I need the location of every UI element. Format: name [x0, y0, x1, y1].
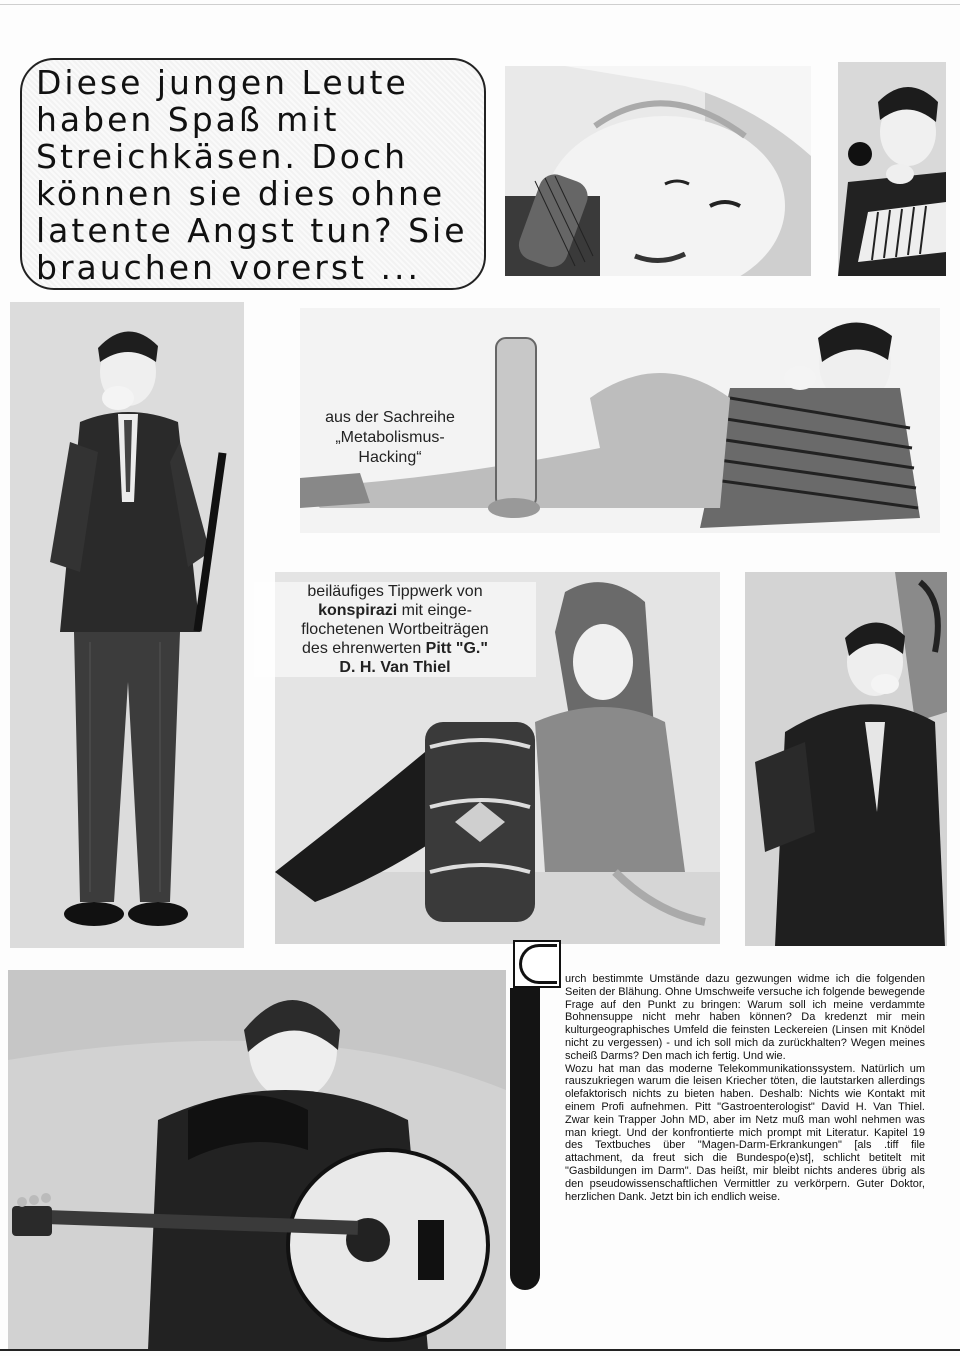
- credits-caption: [254, 582, 536, 677]
- series-caption: [300, 408, 480, 468]
- credits-line-prefix: des ehrenwerten: [302, 640, 426, 657]
- credits-author: konspirazi: [318, 602, 398, 619]
- series-caption-line: „Metabolismus-: [335, 429, 445, 446]
- article-body: [565, 973, 925, 1203]
- photo-man-keyboard: [838, 62, 946, 276]
- article-paragraph: Wozu hat man das moderne Telekommunikationssystem. Natürlich um rauszukriegen warum die leisen Kriecher töten, die lautstarken allerdings olefaktorisch nichts zu bieten haben. Deshalb: Nichts wie Kontakt mit einem Profi aufnehmen. Pitt "Gastroenterologist" David H. Van Thiel. Zwar kein Trapper John MD, aber im Netz muß man wohl nehmen was man kriegt. Und der konfrontierte mich prompt mit Literatur. Kapitel 19 des Textbuches über "Magen-Darm-Erkrankungen" [als .tiff file attachment, da freut sich die Bundespo(e)st], schlicht betitelt mit "Gasbildungen im Darm". Das heißt, mir bleibt nichts anderes übrig als den pseudowissenschaftlichen Vermittler zu verkörpern. Guter Doktor, herzlichen Dank. Jetzt bin ich endlich weise.: [565, 1062, 925, 1203]
- credits-line: beiläufiges Tippwerk von: [307, 583, 483, 600]
- dropcap-stem: [510, 988, 540, 1290]
- headline-line: brauchen vorerst ...: [36, 248, 421, 287]
- photo-man-double-bass: [745, 572, 947, 946]
- photo-woman-guitar: [8, 970, 506, 1350]
- series-caption-line: Hacking“: [358, 449, 422, 466]
- credits-line: flochetenen Wortbeiträgen: [301, 621, 489, 638]
- headline-box: [20, 58, 486, 290]
- credits-line: [254, 639, 536, 658]
- series-caption-line: aus der Sachreihe: [325, 409, 455, 426]
- headline-line: latente Angst tun? Sie: [36, 211, 468, 250]
- credits-line-suffix: mit einge-: [397, 602, 472, 619]
- photo-woman-microphone: [505, 66, 811, 276]
- top-rule: [0, 4, 960, 5]
- dropcap: [513, 940, 561, 988]
- headline-line: Streichkäsen. Doch: [36, 137, 409, 176]
- bottom-rule: [0, 1349, 960, 1351]
- credits-line: [254, 658, 536, 677]
- headline-line: Diese jungen Leute: [36, 63, 409, 102]
- photo-man-clarinet: [10, 302, 244, 948]
- headline-line: können sie dies ohne: [36, 174, 446, 213]
- credits-name: Pitt "G.": [425, 640, 488, 657]
- credits-name: D. H. Van Thiel: [339, 659, 451, 676]
- article-paragraph: urch bestimmte Umstände dazu gezwungen widme ich die folgenden Seiten der Blähung. Ohne Umschweife versuche ich folgende bewegende Frage auf den Punkt zu bringen: Warum soll ich meine verdammte Bohnensuppe nicht mehr haben können? Da kredenzt mir mein kulturgeographisches Umfeld die feinsten Leckereien (Linsen mit Knödel nicht zu vergessen) - und ich soll mich da zurückhalten? Wegen meines scheiß Darms? Den mach ich fertig. Und wie.: [565, 973, 925, 1062]
- headline-line: haben Spaß mit: [36, 100, 340, 139]
- dropcap-letter-d: [519, 944, 557, 984]
- credits-line: [254, 601, 536, 620]
